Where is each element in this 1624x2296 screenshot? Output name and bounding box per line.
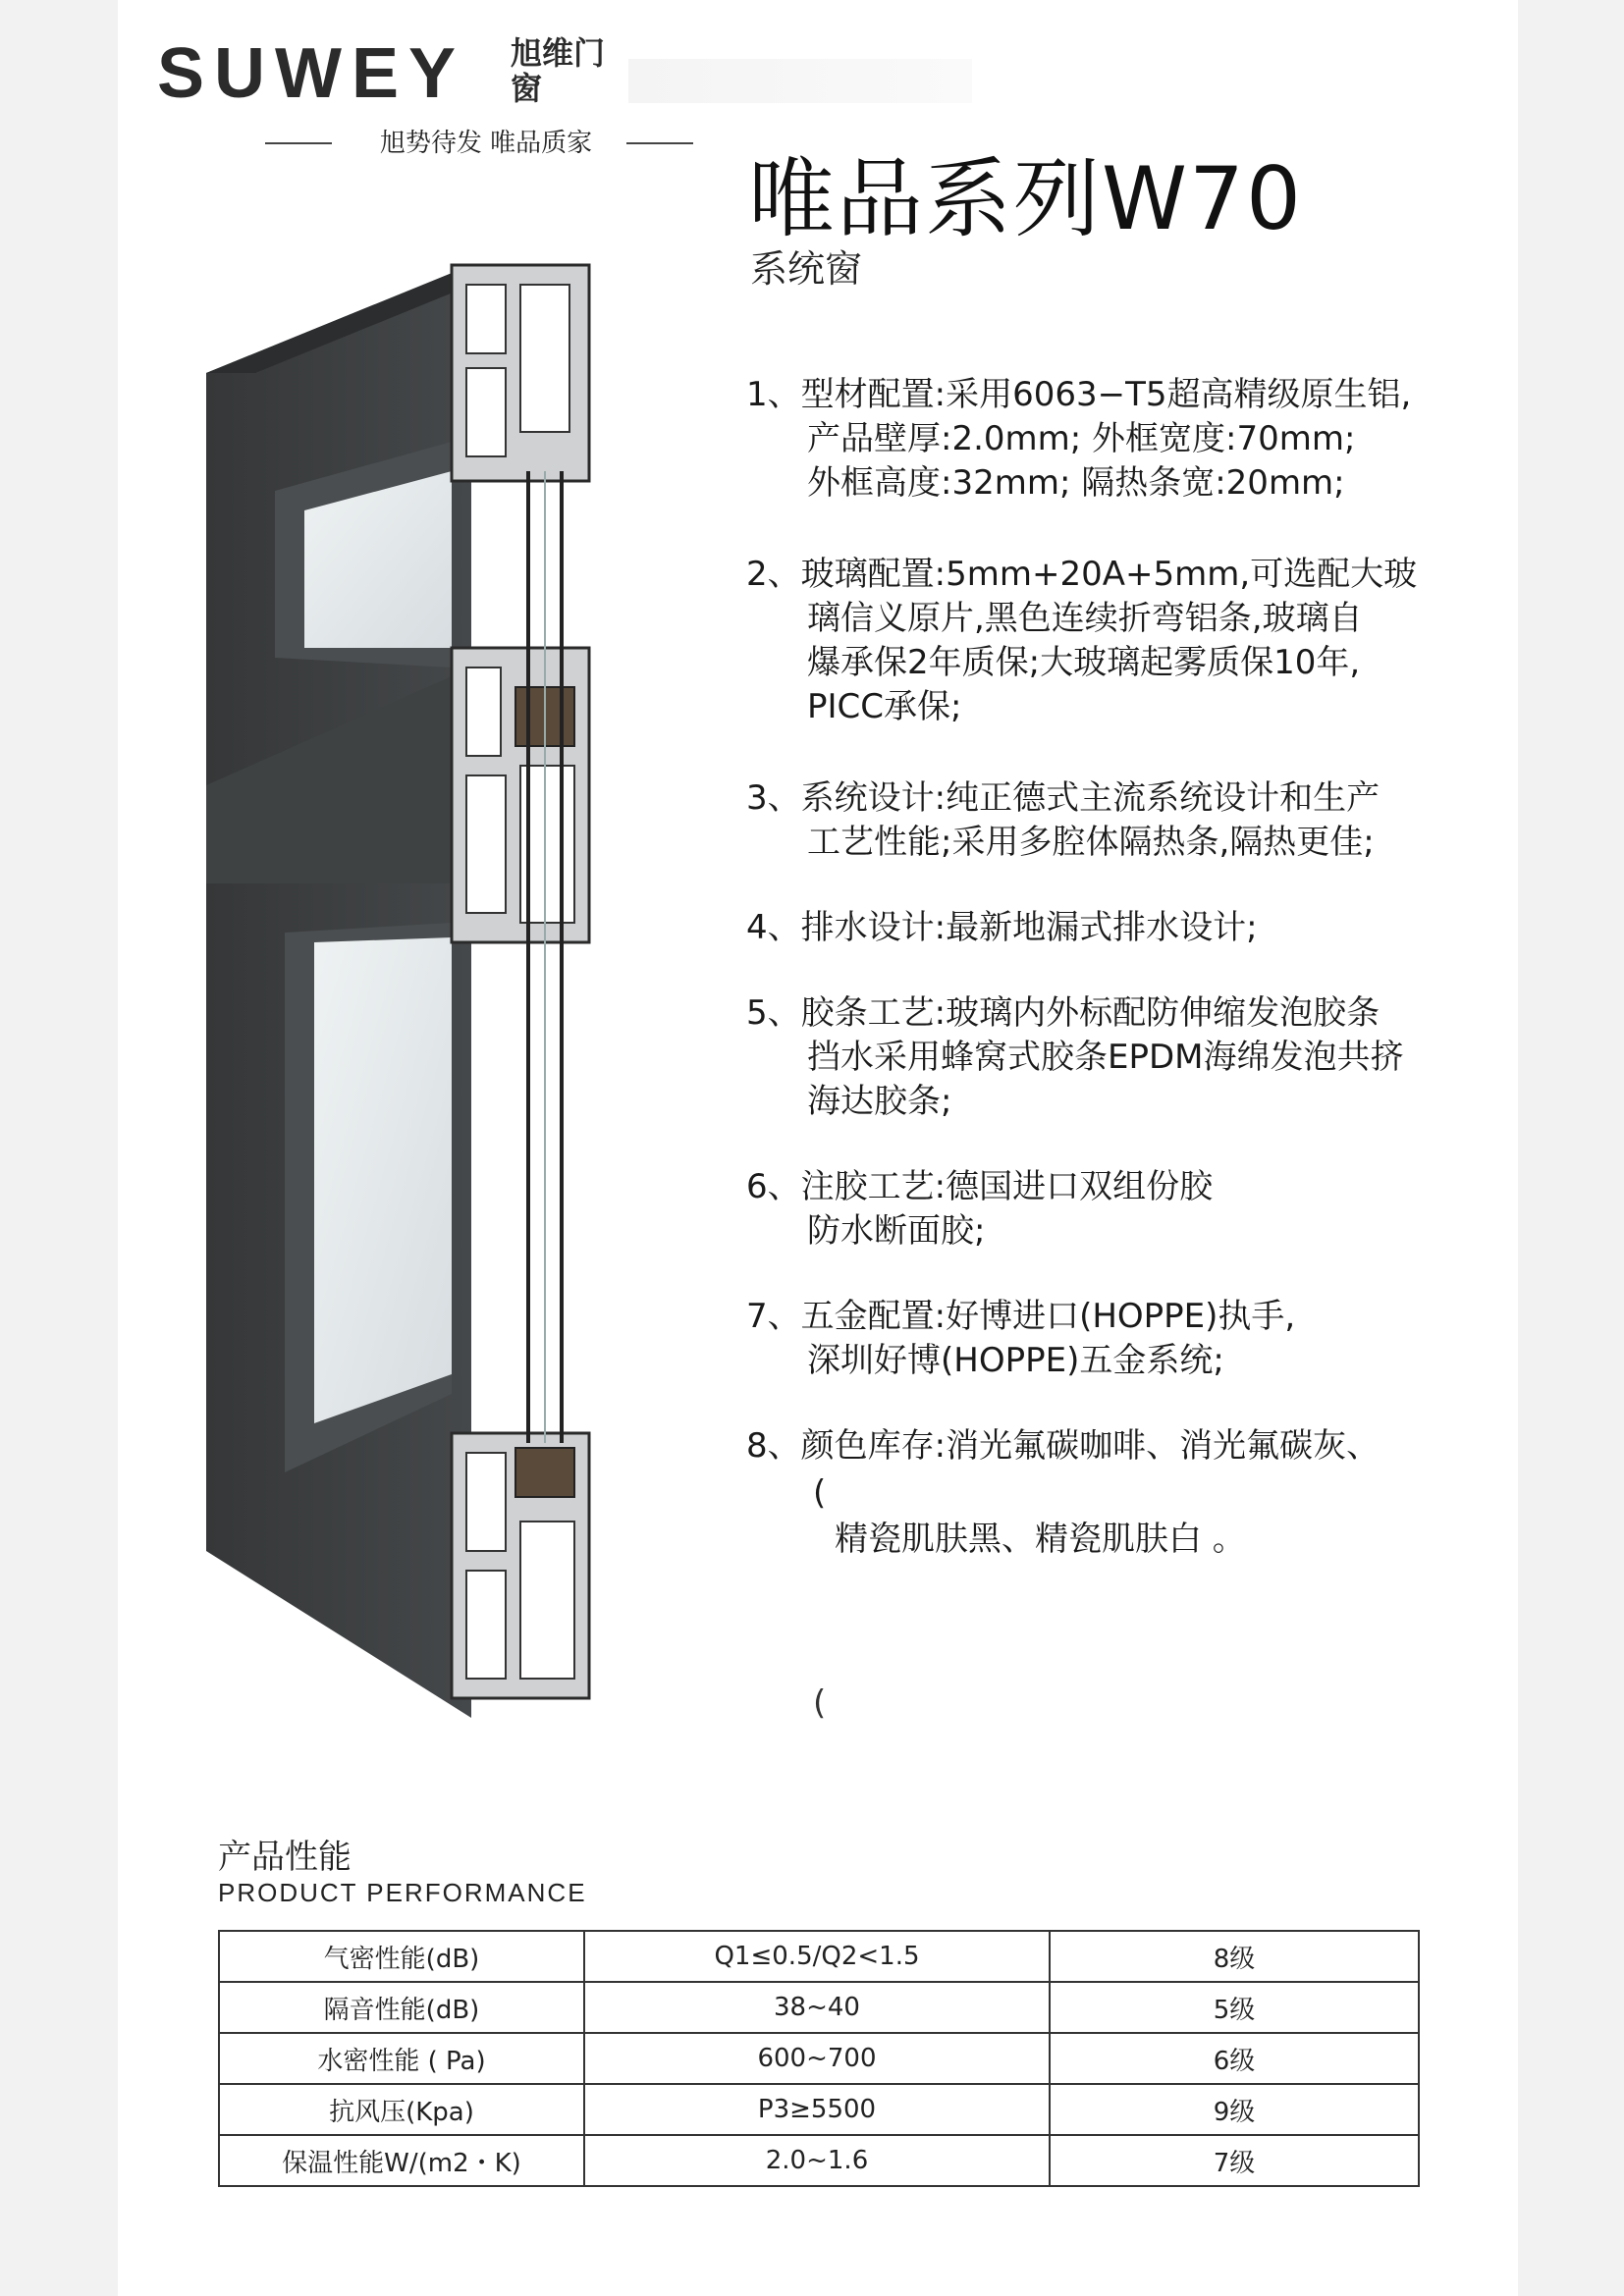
metric-name: 抗风压(Kpa): [219, 2084, 584, 2135]
metric-value: Q1≤0.5/Q2<1.5: [584, 1931, 1050, 1982]
metric-value: P3≥5500: [584, 2084, 1050, 2135]
spec-line: 海达胶条;: [807, 1082, 952, 1121]
slogan: [265, 126, 687, 161]
table-row: [219, 1931, 1419, 1982]
performance-title: 产品性能: [218, 1838, 352, 1877]
spec-line: 1、型材配置:采用6063−T5超高精级原生铝,: [746, 375, 1412, 414]
spec-line: 挡水采用蜂窝式胶条EPDM海绵发泡共挤: [807, 1038, 1404, 1077]
window-frame-illustration: [196, 255, 599, 1728]
spec-item: [746, 553, 1492, 729]
metric-value: 2.0~1.6: [584, 2135, 1050, 2186]
spec-line: PICC承保;: [807, 687, 962, 726]
spec-line: 工艺性能;采用多腔体隔热条,隔热更佳;: [807, 823, 1375, 862]
spec-line: 防水断面胶;: [807, 1211, 986, 1251]
spec-line: 精瓷肌肤黑、精瓷肌肤白 。: [835, 1520, 1246, 1559]
spec-line: 7、五金配置:好博进口(HOPPE)执手,: [746, 1297, 1296, 1336]
spec-item: [746, 991, 1492, 1124]
spec-line: 产品壁厚:2.0mm; 外框宽度:70mm;: [807, 419, 1356, 458]
slogan-line-left: [265, 142, 332, 144]
brand-name: SUWEY: [157, 34, 466, 113]
spec-line: (: [813, 1473, 827, 1513]
spec-item: [746, 1295, 1492, 1383]
spec-item: [746, 906, 1492, 950]
spec-item: [746, 1424, 1492, 1562]
lower-glass: [314, 937, 452, 1423]
performance-subtitle: PRODUCT PERFORMANCE: [218, 1878, 587, 1907]
table-row: [219, 2084, 1419, 2135]
spec-line: 8、颜色库存:消光氟碳咖啡、消光氟碳灰、: [746, 1426, 1380, 1466]
spec-line: 璃信义原片,黑色连续折弯铝条,玻璃自: [807, 599, 1363, 638]
stray-mark: (: [813, 1683, 827, 1723]
spec-item: [746, 373, 1492, 506]
spec-line: 2、玻璃配置:5mm+20A+5mm,可选配大玻: [746, 555, 1418, 594]
spec-line: 外框高度:32mm; 隔热条宽:20mm;: [807, 463, 1345, 503]
table-row: [219, 2033, 1419, 2084]
spec-list: [746, 373, 1492, 1562]
slogan-text: 旭势待发 唯品质家: [379, 129, 593, 158]
brand-cn-name: 旭维门窗: [511, 34, 606, 107]
table-row: [219, 1982, 1419, 2033]
spec-line: 深圳好博(HOPPE)五金系统;: [807, 1341, 1224, 1380]
metric-grade: 5级: [1050, 1982, 1419, 2033]
spec-line: 爆承保2年质保;大玻璃起雾质保10年,: [807, 643, 1361, 682]
metric-value: 38~40: [584, 1982, 1050, 2033]
metric-name: 气密性能(dB): [219, 1931, 584, 1982]
metric-grade: 9级: [1050, 2084, 1419, 2135]
slogan-line-right: [626, 142, 693, 144]
spec-item: [746, 1165, 1492, 1254]
metric-name: 水密性能 ( Pa): [219, 2033, 584, 2084]
metric-grade: 6级: [1050, 2033, 1419, 2084]
table-row: [219, 2135, 1419, 2186]
spec-line: 5、胶条工艺:玻璃内外标配防伸缩发泡胶条: [746, 993, 1380, 1033]
performance-table: [218, 1930, 1420, 2187]
spec-item: [746, 776, 1492, 865]
spec-line: 4、排水设计:最新地漏式排水设计;: [746, 908, 1258, 947]
spec-line: 3、系统设计:纯正德式主流系统设计和生产: [746, 778, 1380, 818]
metric-grade: 8级: [1050, 1931, 1419, 1982]
logo-banner: [628, 59, 972, 103]
metric-value: 600~700: [584, 2033, 1050, 2084]
product-title: 唯品系列W70: [748, 148, 1303, 249]
spec-line: 6、注胶工艺:德国进口双组份胶: [746, 1167, 1214, 1206]
product-subtitle: 系统窗: [750, 247, 863, 291]
metric-name: 隔音性能(dB): [219, 1982, 584, 2033]
metric-grade: 7级: [1050, 2135, 1419, 2186]
metric-name: 保温性能W/(m2・K): [219, 2135, 584, 2186]
brand-logo: [157, 29, 820, 118]
